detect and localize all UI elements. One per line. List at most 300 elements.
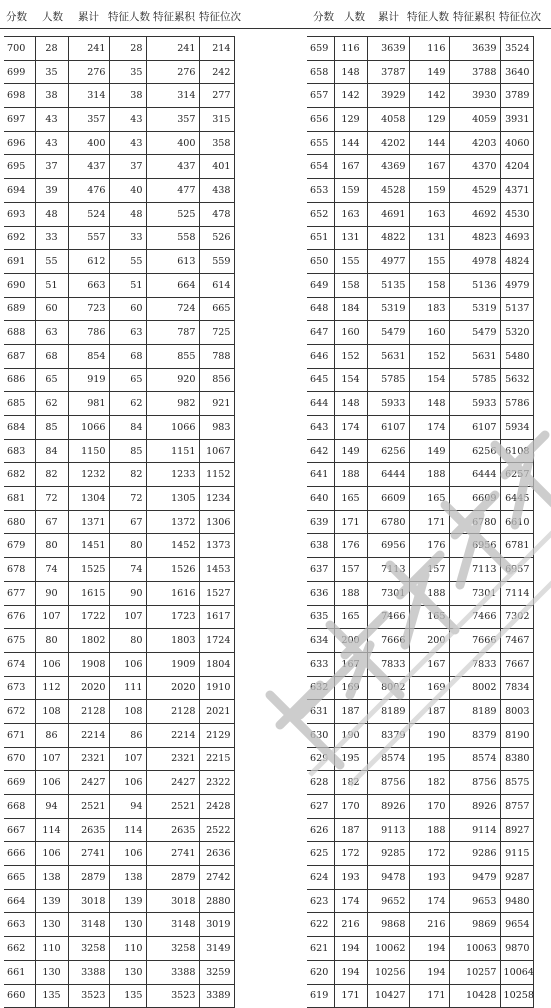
right-cell-count: 169 [334,676,367,700]
left-cell-feature-rank: 401 [199,155,234,179]
right-cell-feature-rank: 6445 [500,487,533,511]
right-cell-score: 637 [307,558,334,582]
left-cell-feature-rank: 856 [199,368,234,392]
left-cell-feature-rank: 559 [199,250,234,274]
left-cell-cumulative: 400 [68,131,109,155]
left-cell-count: 43 [35,131,68,155]
right-cell-cumulative: 6256 [367,439,409,463]
right-cell-feature-count: 149 [409,439,449,463]
left-cell-score: 697 [4,108,35,132]
right-cell-score: 646 [307,344,334,368]
right-cell-feature-cumulative: 4692 [449,202,500,226]
left-cell-feature-count: 85 [109,439,146,463]
right-cell-feature-cumulative: 9286 [449,842,500,866]
left-cell-feature-cumulative: 314 [146,84,199,108]
left-cell-score: 667 [4,818,35,842]
left-cell-count: 33 [35,226,68,250]
left-cell-count: 130 [35,913,68,937]
right-cell-feature-count: 116 [409,37,449,61]
left-cell-score: 696 [4,131,35,155]
right-cell-feature-rank: 6108 [500,439,533,463]
left-cell-count: 80 [35,534,68,558]
left-cell-feature-rank: 1527 [199,581,234,605]
left-table-row [4,984,234,1008]
right-table-row [307,179,533,203]
left-cell-count: 74 [35,558,68,582]
right-cell-feature-count: 170 [409,795,449,819]
left-table-row [4,368,234,392]
left-cell-feature-count: 107 [109,605,146,629]
right-cell-cumulative: 4528 [367,179,409,203]
right-cell-count: 167 [334,652,367,676]
header-left-feature-cumulative: 特征累积 [153,11,195,23]
right-cell-feature-cumulative: 3788 [449,60,500,84]
right-cell-feature-cumulative: 7666 [449,629,500,653]
right-cell-score: 645 [307,368,334,392]
right-table-row [307,605,533,629]
left-cell-count: 43 [35,108,68,132]
right-cell-score: 622 [307,913,334,937]
left-table-row [4,913,234,937]
right-cell-feature-count: 182 [409,771,449,795]
right-cell-score: 634 [307,629,334,653]
left-cell-cumulative: 2427 [68,771,109,795]
left-cell-count: 130 [35,960,68,984]
left-cell-score: 686 [4,368,35,392]
left-cell-count: 139 [35,889,68,913]
right-cell-score: 643 [307,416,334,440]
left-cell-feature-count: 110 [109,937,146,961]
left-cell-feature-cumulative: 241 [146,37,199,61]
header-left-score: 分数 [6,11,27,23]
right-cell-feature-cumulative: 4823 [449,226,500,250]
left-cell-feature-rank: 1617 [199,605,234,629]
left-cell-count: 65 [35,368,68,392]
right-cell-feature-rank: 6257 [500,463,533,487]
right-cell-cumulative: 5479 [367,321,409,345]
right-table-row [307,344,533,368]
right-cell-feature-count: 165 [409,487,449,511]
right-cell-count: 159 [334,179,367,203]
left-cell-feature-rank: 358 [199,131,234,155]
right-cell-feature-count: 160 [409,321,449,345]
right-cell-feature-rank: 8190 [500,723,533,747]
left-cell-count: 51 [35,273,68,297]
header-right-count: 人数 [344,11,365,23]
right-cell-score: 619 [307,984,334,1008]
left-cell-feature-count: 106 [109,842,146,866]
right-cell-feature-cumulative: 8002 [449,676,500,700]
left-cell-feature-rank: 526 [199,226,234,250]
right-cell-feature-rank: 8927 [500,818,533,842]
left-cell-cumulative: 786 [68,321,109,345]
left-cell-feature-cumulative: 3523 [146,984,199,1008]
left-cell-count: 35 [35,60,68,84]
left-table-row [4,534,234,558]
left-table-row [4,226,234,250]
left-cell-score: 681 [4,487,35,511]
left-cell-count: 110 [35,937,68,961]
right-cell-count: 190 [334,723,367,747]
right-cell-count: 142 [334,84,367,108]
right-table-row [307,392,533,416]
right-cell-feature-cumulative: 10428 [449,984,500,1008]
right-cell-cumulative: 3787 [367,60,409,84]
left-cell-feature-rank: 315 [199,108,234,132]
left-table-row [4,652,234,676]
right-table-row [307,250,533,274]
left-table-row [4,179,234,203]
left-table-row [4,558,234,582]
left-cell-feature-count: 94 [109,795,146,819]
left-cell-feature-rank: 1910 [199,676,234,700]
left-cell-feature-rank: 1306 [199,510,234,534]
left-cell-feature-count: 106 [109,771,146,795]
left-cell-feature-count: 55 [109,250,146,274]
left-cell-count: 85 [35,416,68,440]
right-cell-feature-rank: 5137 [500,297,533,321]
right-cell-feature-rank: 8575 [500,771,533,795]
left-cell-feature-cumulative: 664 [146,273,199,297]
left-cell-feature-count: 67 [109,510,146,534]
right-cell-score: 647 [307,321,334,345]
left-cell-cumulative: 1802 [68,629,109,653]
right-cell-feature-count: 129 [409,108,449,132]
right-cell-cumulative: 5319 [367,297,409,321]
right-cell-count: 144 [334,131,367,155]
right-table-row [307,723,533,747]
right-cell-feature-rank: 4204 [500,155,533,179]
left-cell-feature-cumulative: 3018 [146,889,199,913]
score-table-right [307,36,534,1008]
right-cell-feature-count: 142 [409,84,449,108]
right-cell-feature-rank: 3931 [500,108,533,132]
header-right-score: 分数 [313,11,334,23]
right-cell-cumulative: 9868 [367,913,409,937]
left-cell-feature-cumulative: 3388 [146,960,199,984]
left-cell-score: 672 [4,700,35,724]
right-cell-score: 630 [307,723,334,747]
right-cell-feature-cumulative: 4059 [449,108,500,132]
left-cell-score: 691 [4,250,35,274]
left-cell-count: 62 [35,392,68,416]
left-cell-count: 90 [35,581,68,605]
right-cell-score: 636 [307,581,334,605]
left-cell-feature-cumulative: 920 [146,368,199,392]
right-cell-score: 627 [307,795,334,819]
right-cell-feature-rank: 9654 [500,913,533,937]
right-cell-count: 129 [334,108,367,132]
left-cell-feature-cumulative: 1909 [146,652,199,676]
left-cell-count: 107 [35,605,68,629]
right-table-row [307,795,533,819]
right-cell-cumulative: 4058 [367,108,409,132]
right-cell-count: 184 [334,297,367,321]
left-table-row [4,605,234,629]
right-cell-cumulative: 8002 [367,676,409,700]
right-table-row [307,866,533,890]
header-right-feature-count: 特征人数 [407,11,449,23]
left-cell-score: 700 [4,37,35,61]
right-cell-score: 631 [307,700,334,724]
left-cell-feature-count: 65 [109,368,146,392]
left-cell-cumulative: 357 [68,108,109,132]
right-cell-count: 172 [334,842,367,866]
right-cell-feature-cumulative: 5631 [449,344,500,368]
right-cell-cumulative: 8574 [367,747,409,771]
left-cell-count: 114 [35,818,68,842]
left-cell-feature-rank: 214 [199,37,234,61]
header-right-feature-rank: 特征位次 [499,11,541,23]
left-cell-feature-count: 138 [109,866,146,890]
header-left-feature-count: 特征人数 [108,11,150,23]
right-cell-count: 148 [334,60,367,84]
right-cell-cumulative: 4977 [367,250,409,274]
right-cell-count: 149 [334,439,367,463]
left-table-row [4,439,234,463]
left-table-row [4,771,234,795]
left-cell-score: 674 [4,652,35,676]
left-cell-count: 80 [35,629,68,653]
left-cell-cumulative: 3523 [68,984,109,1008]
left-cell-cumulative: 1232 [68,463,109,487]
left-cell-feature-rank: 2880 [199,889,234,913]
left-cell-feature-count: 28 [109,37,146,61]
left-cell-feature-count: 135 [109,984,146,1008]
left-table-row [4,866,234,890]
right-cell-count: 165 [334,487,367,511]
right-cell-feature-rank: 7114 [500,581,533,605]
left-cell-cumulative: 314 [68,84,109,108]
left-cell-cumulative: 854 [68,344,109,368]
left-cell-feature-cumulative: 3148 [146,913,199,937]
right-cell-feature-count: 172 [409,842,449,866]
left-cell-score: 665 [4,866,35,890]
left-cell-feature-cumulative: 2635 [146,818,199,842]
left-table-row [4,60,234,84]
left-cell-feature-rank: 277 [199,84,234,108]
right-table-row [307,60,533,84]
right-cell-feature-cumulative: 8926 [449,795,500,819]
right-cell-count: 187 [334,818,367,842]
right-cell-score: 625 [307,842,334,866]
right-cell-count: 155 [334,250,367,274]
right-cell-count: 182 [334,771,367,795]
right-cell-feature-count: 159 [409,179,449,203]
right-cell-feature-count: 188 [409,818,449,842]
right-cell-score: 659 [307,37,334,61]
left-cell-feature-count: 38 [109,84,146,108]
left-cell-score: 671 [4,723,35,747]
left-cell-count: 55 [35,250,68,274]
left-cell-feature-rank: 2636 [199,842,234,866]
left-cell-count: 107 [35,747,68,771]
left-cell-feature-cumulative: 787 [146,321,199,345]
right-cell-feature-rank: 5786 [500,392,533,416]
right-cell-feature-rank: 4693 [500,226,533,250]
right-cell-cumulative: 7833 [367,652,409,676]
right-cell-cumulative: 6956 [367,534,409,558]
right-cell-feature-rank: 7467 [500,629,533,653]
right-cell-count: 187 [334,700,367,724]
right-cell-cumulative: 7301 [367,581,409,605]
left-table-row [4,37,234,61]
left-cell-score: 689 [4,297,35,321]
right-cell-feature-rank: 8003 [500,700,533,724]
right-cell-score: 657 [307,84,334,108]
left-cell-cumulative: 2741 [68,842,109,866]
left-table-row [4,818,234,842]
header-left-cumulative: 累计 [78,11,99,23]
left-table-row [4,155,234,179]
left-cell-feature-cumulative: 2321 [146,747,199,771]
left-table-row [4,84,234,108]
right-table-row [307,368,533,392]
right-cell-feature-rank: 9287 [500,866,533,890]
right-cell-score: 626 [307,818,334,842]
right-cell-feature-cumulative: 3930 [449,84,500,108]
right-table-row [307,913,533,937]
left-cell-feature-rank: 1067 [199,439,234,463]
right-cell-feature-count: 171 [409,510,449,534]
right-table-row [307,534,533,558]
left-cell-score: 685 [4,392,35,416]
left-cell-feature-count: 40 [109,179,146,203]
right-cell-score: 632 [307,676,334,700]
left-cell-count: 138 [35,866,68,890]
right-cell-feature-cumulative: 6609 [449,487,500,511]
right-cell-cumulative: 10427 [367,984,409,1008]
right-table-row [307,487,533,511]
right-cell-feature-count: 171 [409,984,449,1008]
left-cell-cumulative: 1451 [68,534,109,558]
right-cell-score: 644 [307,392,334,416]
right-cell-score: 650 [307,250,334,274]
right-table-row [307,321,533,345]
left-cell-feature-cumulative: 2427 [146,771,199,795]
right-cell-score: 653 [307,179,334,203]
left-cell-feature-count: 72 [109,487,146,511]
right-cell-feature-cumulative: 7833 [449,652,500,676]
right-cell-cumulative: 8379 [367,723,409,747]
left-cell-feature-cumulative: 2128 [146,700,199,724]
left-cell-feature-rank: 1373 [199,534,234,558]
score-table-left [4,36,235,1008]
right-cell-cumulative: 6444 [367,463,409,487]
right-cell-feature-rank: 5480 [500,344,533,368]
left-cell-feature-count: 107 [109,747,146,771]
left-cell-cumulative: 3258 [68,937,109,961]
left-cell-count: 28 [35,37,68,61]
left-cell-feature-count: 63 [109,321,146,345]
right-cell-count: 131 [334,226,367,250]
right-cell-feature-cumulative: 6444 [449,463,500,487]
left-cell-count: 84 [35,439,68,463]
right-cell-feature-count: 165 [409,605,449,629]
right-cell-feature-rank: 4979 [500,273,533,297]
right-table-row [307,439,533,463]
left-cell-cumulative: 1722 [68,605,109,629]
right-cell-feature-cumulative: 8756 [449,771,500,795]
left-cell-feature-cumulative: 3258 [146,937,199,961]
left-table-row [4,273,234,297]
left-cell-feature-count: 139 [109,889,146,913]
left-cell-score: 661 [4,960,35,984]
left-cell-score: 687 [4,344,35,368]
right-cell-feature-rank: 9480 [500,889,533,913]
left-cell-cumulative: 919 [68,368,109,392]
right-cell-cumulative: 5135 [367,273,409,297]
right-cell-count: 148 [334,392,367,416]
left-cell-count: 38 [35,84,68,108]
right-cell-feature-count: 174 [409,416,449,440]
right-cell-feature-count: 174 [409,889,449,913]
right-cell-feature-count: 131 [409,226,449,250]
left-cell-feature-rank: 1234 [199,487,234,511]
right-cell-score: 651 [307,226,334,250]
left-cell-feature-cumulative: 1616 [146,581,199,605]
left-cell-feature-rank: 2021 [199,700,234,724]
right-cell-feature-rank: 8380 [500,747,533,771]
left-cell-feature-count: 86 [109,723,146,747]
left-cell-feature-count: 62 [109,392,146,416]
right-table-row [307,581,533,605]
left-cell-score: 668 [4,795,35,819]
left-table-row [4,842,234,866]
left-cell-feature-rank: 3389 [199,984,234,1008]
left-table-row [4,510,234,534]
right-cell-count: 174 [334,416,367,440]
right-cell-feature-count: 154 [409,368,449,392]
left-cell-feature-cumulative: 724 [146,297,199,321]
right-cell-feature-cumulative: 6780 [449,510,500,534]
right-cell-feature-cumulative: 9114 [449,818,500,842]
right-cell-feature-count: 194 [409,960,449,984]
left-cell-count: 106 [35,771,68,795]
left-cell-feature-cumulative: 2521 [146,795,199,819]
left-cell-count: 37 [35,155,68,179]
right-cell-feature-cumulative: 3639 [449,37,500,61]
left-cell-feature-cumulative: 558 [146,226,199,250]
left-cell-score: 699 [4,60,35,84]
right-table-row [307,108,533,132]
right-cell-feature-count: 200 [409,629,449,653]
right-table-row [307,984,533,1008]
right-cell-cumulative: 7666 [367,629,409,653]
left-cell-score: 660 [4,984,35,1008]
right-cell-feature-rank: 4060 [500,131,533,155]
right-cell-count: 195 [334,747,367,771]
left-cell-count: 39 [35,179,68,203]
right-cell-score: 621 [307,937,334,961]
right-cell-count: 176 [334,534,367,558]
left-cell-score: 673 [4,676,35,700]
left-cell-count: 63 [35,321,68,345]
right-cell-feature-count: 167 [409,155,449,179]
right-cell-score: 648 [307,297,334,321]
right-cell-count: 157 [334,558,367,582]
header-right-cumulative: 累计 [378,11,399,23]
right-cell-count: 194 [334,960,367,984]
left-cell-feature-rank: 614 [199,273,234,297]
left-cell-feature-count: 108 [109,700,146,724]
left-cell-feature-rank: 2322 [199,771,234,795]
left-table-row [4,392,234,416]
right-cell-score: 640 [307,487,334,511]
right-cell-feature-count: 190 [409,723,449,747]
right-cell-score: 638 [307,534,334,558]
right-cell-cumulative: 9285 [367,842,409,866]
